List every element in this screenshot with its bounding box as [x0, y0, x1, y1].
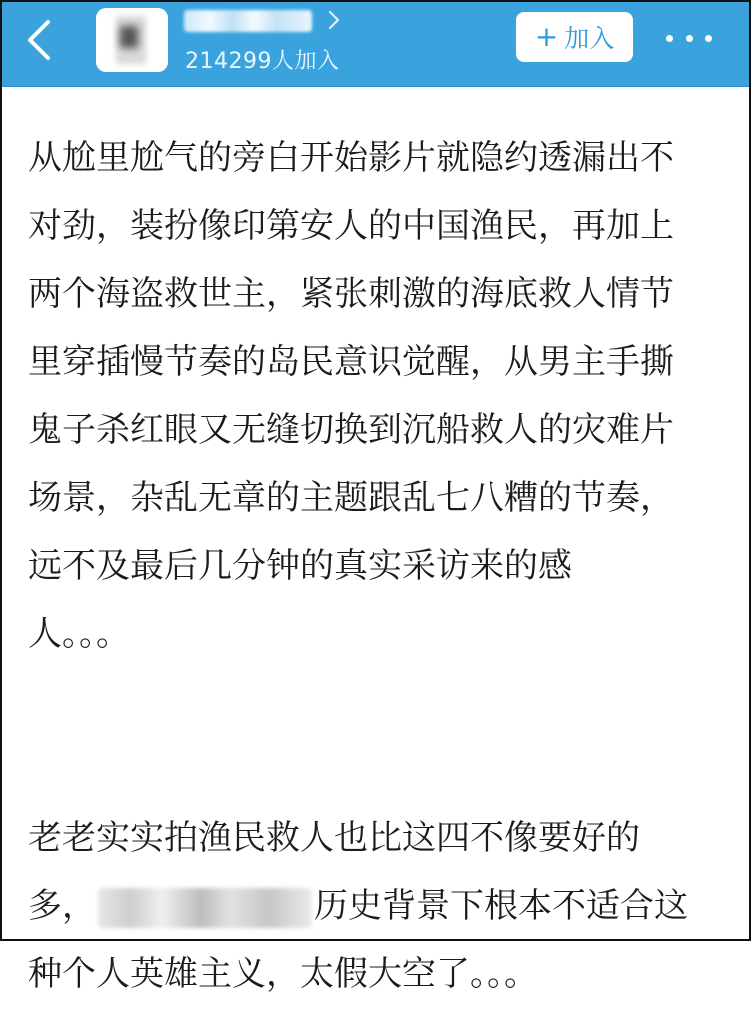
- post-line: 从尬里尬气的旁白开始影片就隐约透漏出不: [28, 138, 674, 178]
- chevron-left-icon: [24, 18, 52, 62]
- paragraph-gap: [28, 676, 728, 812]
- post-line: 种个人英雄主义，太假大空了。。。: [28, 954, 538, 994]
- post-line: 鬼子杀红眼又无缝切换到沉船救人的灾难片: [28, 410, 674, 450]
- post-line: 人。。。: [28, 614, 130, 654]
- more-dot-icon: [666, 35, 673, 42]
- post-line: 里穿插慢节奏的岛民意识觉醒，从男主手撕: [28, 342, 674, 382]
- more-button[interactable]: [666, 24, 712, 52]
- plus-icon: +: [534, 20, 559, 53]
- redacted-text: [98, 888, 312, 928]
- post-text: 多，: [28, 886, 96, 926]
- join-button[interactable]: [516, 12, 633, 62]
- post-line: 场景，杂乱无章的主题跟乱七八糟的节奏，: [28, 478, 674, 518]
- group-header: [2, 2, 749, 87]
- back-button[interactable]: [18, 14, 58, 66]
- post-line: 老老实实拍渔民救人也比这四不像要好的: [28, 818, 640, 858]
- post-line: 对劲，装扮像印第安人的中国渔民，再加上: [28, 206, 674, 246]
- member-count: 214299人加入: [185, 49, 340, 74]
- post-line: [28, 880, 728, 948]
- avatar-image-blurred-detail: [120, 26, 138, 48]
- post-body: [28, 132, 728, 1016]
- post-line: 两个海盗救世主，紧张刺激的海底救人情节: [28, 274, 674, 314]
- group-name-redacted[interactable]: [184, 10, 312, 32]
- post-line: 远不及最后几分钟的真实采访来的感: [28, 546, 572, 586]
- more-dot-icon: [686, 35, 693, 42]
- post-text: 历史背景下根本不适合这: [314, 886, 688, 926]
- group-avatar[interactable]: [96, 8, 168, 72]
- chevron-right-icon[interactable]: [324, 8, 344, 32]
- join-label: 加入: [564, 24, 615, 53]
- more-dot-icon: [705, 35, 712, 42]
